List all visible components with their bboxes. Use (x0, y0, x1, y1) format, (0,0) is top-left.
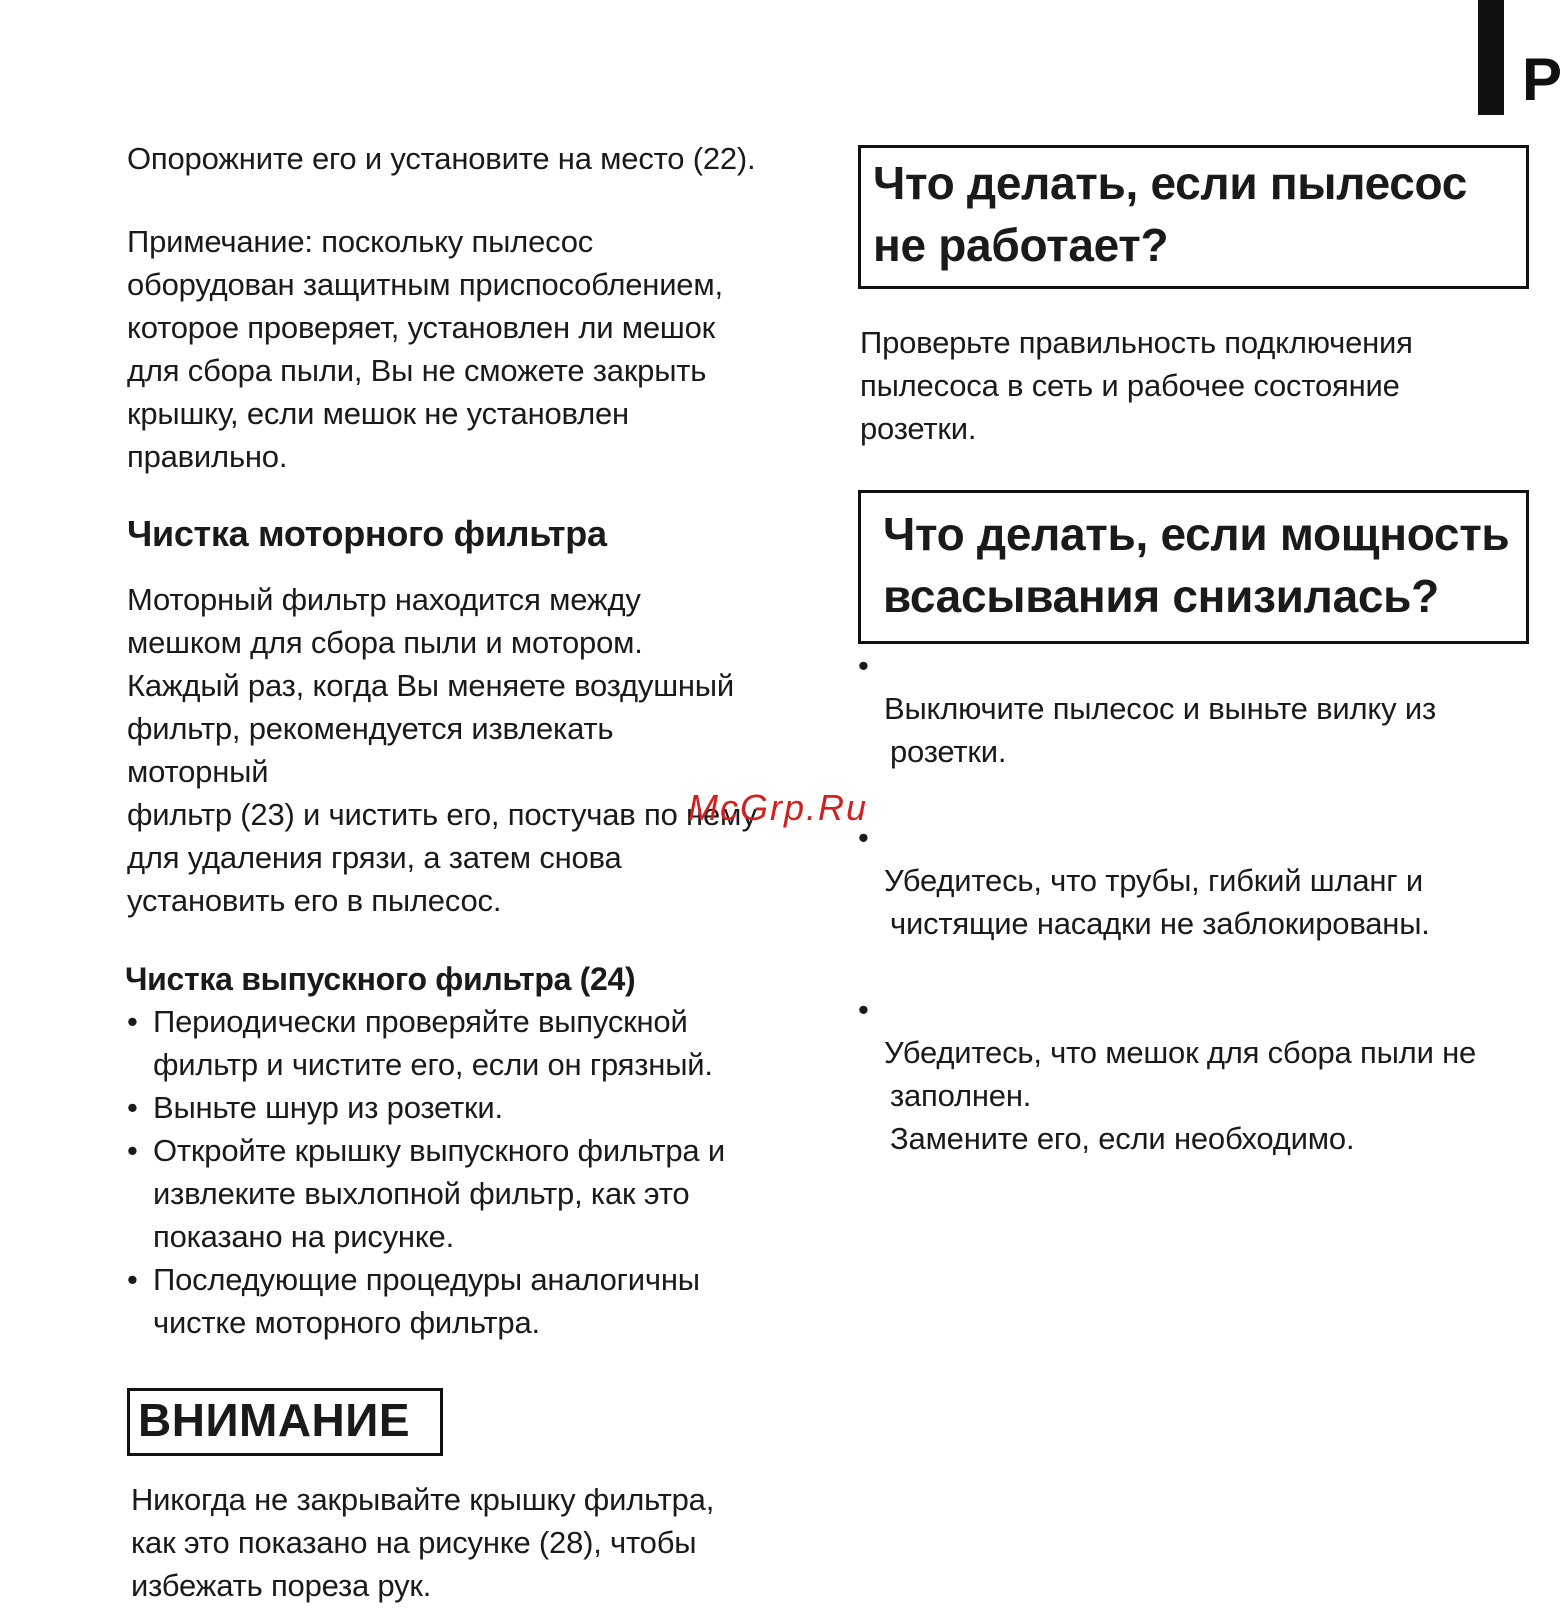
motor-filter-paragraph: Моторный фильтр находится между мешком для сбора пыли и мотором. Каждый раз, когда Вы меняете воздушный фильтр, рекомендуется извлекать моторный фильтр (23) и чистить его, постучав по нему для удаления грязи, а затем снова установить его в пылесос. (127, 582, 757, 918)
watermark: McGrp.Ru (688, 787, 869, 828)
motor-filter-heading: Чистка моторного фильтра (127, 513, 607, 554)
attention-title: ВНИМАНИЕ (138, 1394, 411, 1446)
list-item-continuation: розетки. (890, 734, 1007, 769)
section-marker-bar (1478, 0, 1504, 115)
list-item: • Периодически проверяйте выпускной фильтр и чистите его, если он грязный. (127, 1000, 807, 1086)
empty-bag-paragraph: Опорожните его и установите на место (22). (127, 141, 756, 176)
list-item: • Выньте шнур из розетки. (127, 1086, 807, 1129)
exhaust-filter-heading: Чистка выпускного фильтра (24) (125, 961, 636, 997)
list-item-first-line: Выключите пылесос и выньте вилку из (884, 691, 1436, 726)
question-box-not-working (858, 145, 1529, 289)
list-item: • Последующие процедуры аналогичны чистке моторного фильтра. (127, 1258, 807, 1344)
exhaust-filter-steps (127, 1000, 807, 1344)
list-item-continuation: чистящие насадки не заблокированы. (890, 906, 1430, 941)
question-title-suction: Что делать, если мощность всасывания снизилась? (883, 508, 1510, 622)
attention-box (127, 1388, 443, 1456)
list-item (858, 816, 1538, 988)
section-marker-letter: Р (1522, 46, 1563, 113)
list-item: • Откройте крышку выпускного фильтра и извлеките выхлопной фильтр, как это показано на рисунке. (127, 1129, 807, 1258)
note-paragraph: Примечание: поскольку пылесос оборудован защитным приспособлением, которое проверяет, установлен ли мешок для сбора пыли, Вы не сможете закрыть крышку, если мешок не установлен правильно. (127, 224, 723, 474)
attention-paragraph: Никогда не закрывайте крышку фильтра, как это показано на рисунке (28), чтобы избежать пореза рук. (131, 1482, 715, 1603)
right-column (858, 145, 1538, 1203)
suction-steps (858, 644, 1538, 1203)
left-column (127, 130, 807, 1607)
list-item-first-line: Убедитесь, что трубы, гибкий шланг и (884, 863, 1423, 898)
list-item-first-line: Убедитесь, что мешок для сбора пыли не (884, 1035, 1477, 1070)
list-item (858, 644, 1538, 816)
list-item (858, 988, 1538, 1203)
check-connection-paragraph: Проверьте правильность подключения пылесоса в сеть и рабочее состояние розетки. (860, 325, 1413, 446)
question-box-suction (858, 490, 1529, 644)
question-title-not-working: Что делать, если пылесос не работает? (873, 157, 1468, 271)
list-item-continuation: заполнен. Замените его, если необходимо. (890, 1078, 1355, 1156)
